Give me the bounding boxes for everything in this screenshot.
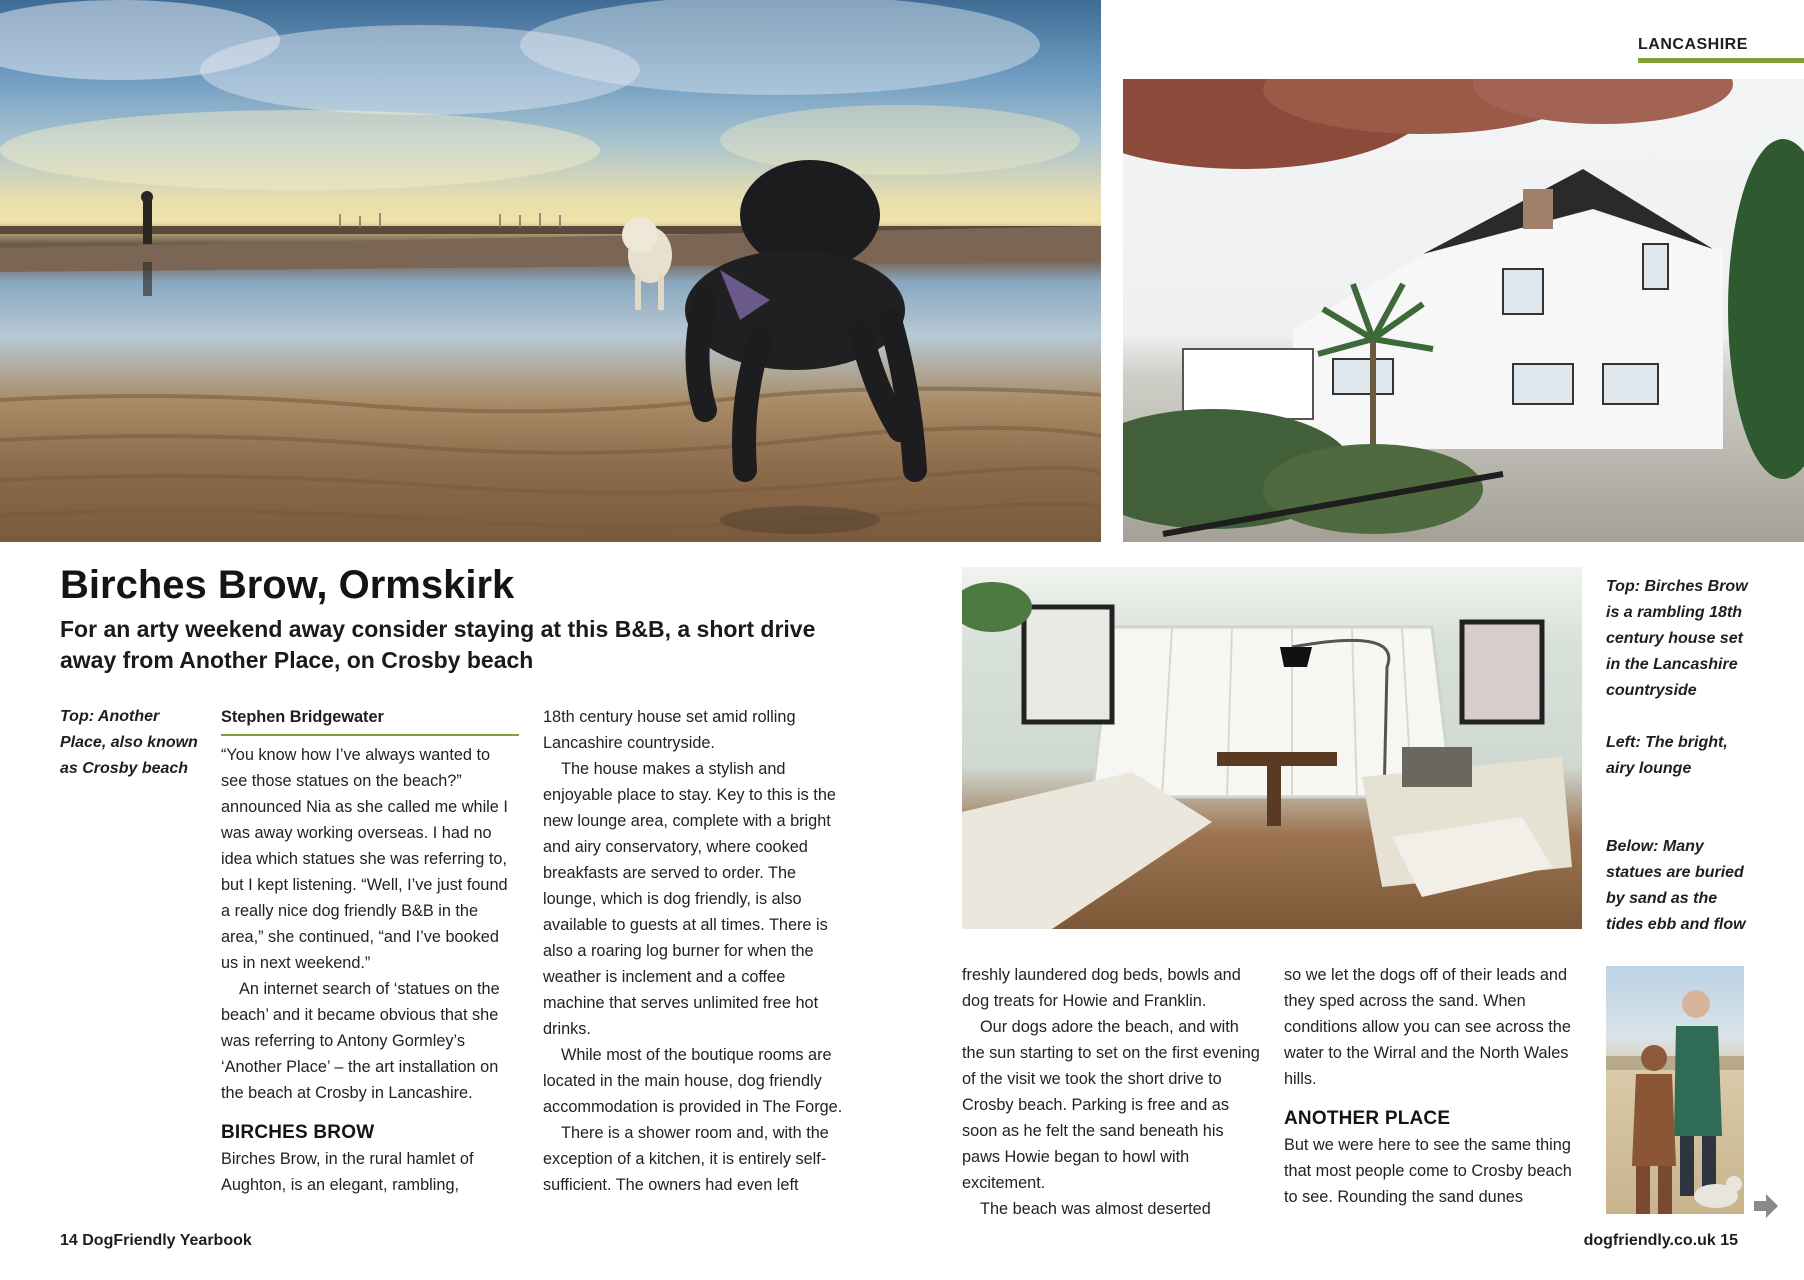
col2-paragraph-4: There is a shower room and, with the exception of a kitchen, it is entirely self-sufficient. The owners had even left <box>543 1124 829 1194</box>
section-label: LANCASHIRE <box>1638 36 1748 53</box>
beach-dogs-illustration <box>0 0 1101 542</box>
caption-left: Top: Another Place, also known as Crosby beach <box>60 708 198 777</box>
col2-paragraph-2: The house makes a stylish and enjoyable place to stay. Key to this is the new lounge area, complete with a bright and airy conservatory, where cooked breakfasts are served to order. The lounge, which is dog friendly, is also available to guests at all times. There is also a roaring log burner for when the weather is inclement and a coffee machine that serves unlimited free hot drinks. <box>543 760 836 1038</box>
lounge-illustration <box>962 567 1582 929</box>
left-folio: 14 DogFriendly Yearbook <box>60 1232 252 1249</box>
lounge-photo <box>962 567 1582 929</box>
right-folio: dogfriendly.co.uk 15 <box>1583 1232 1738 1249</box>
section-rule <box>1638 58 1804 63</box>
col1-paragraph-2: An internet search of ‘statues on the beach’ and it became obvious that she was referring to Antony Gormley’s ‘Another Place’ – the art installation on the beach at Crosby in Lancashire. <box>221 980 500 1102</box>
page-title: Birches Brow, Ormskirk <box>60 563 515 607</box>
house-illustration <box>1123 79 1804 542</box>
standfirst: For an arty weekend away consider staying at this B&B, a short drive away from Another Place, on Crosby beach <box>60 616 816 673</box>
column-2 <box>543 704 843 1198</box>
statue-illustration <box>1606 966 1744 1214</box>
col4-paragraph-1: so we let the dogs off of their leads and they sped across the sand. When conditions allow you can see across the water to the Wirral and the North Wales hills. <box>1284 966 1571 1088</box>
subheading-another-place: ANOTHER PLACE <box>1284 1108 1451 1129</box>
col2-paragraph-3: While most of the boutique rooms are located in the main house, dog friendly accommodation is provided in The Forge. <box>543 1046 843 1116</box>
birches-brow-house-photo <box>1123 79 1804 542</box>
col3-paragraph-1: freshly laundered dog beds, bowls and dog treats for Howie and Franklin. <box>962 966 1241 1010</box>
column-4 <box>1284 962 1586 1210</box>
beach-dogs-photo <box>0 0 1101 542</box>
byline-rule <box>221 734 519 736</box>
arrow-right-icon[interactable] <box>1752 1192 1780 1220</box>
column-1 <box>221 704 519 1198</box>
byline: Stephen Bridgewater <box>221 708 384 726</box>
col1-paragraph-3: Birches Brow, in the rural hamlet of Aughton, is an elegant, rambling, <box>221 1150 474 1194</box>
caption-right-below: Below: Many statues are buried by sand as the tides ebb and flow <box>1606 838 1746 933</box>
statue-and-owner-photo <box>1606 966 1744 1214</box>
col4-paragraph-2: But we were here to see the same thing that most people come to Crosby beach to see. Rounding the sand dunes <box>1284 1136 1572 1206</box>
col3-paragraph-2: Our dogs adore the beach, and with the sun starting to set on the first evening of the visit we took the short drive to Crosby beach. Parking is free and as soon as he felt the sand beneath his paws Howie began to howl with excitement. <box>962 1018 1260 1192</box>
column-3 <box>962 962 1264 1222</box>
caption-right-left: Left: The bright, airy lounge <box>1606 734 1728 777</box>
caption-right-top: Top: Birches Brow is a rambling 18th century house set in the Lancashire countryside <box>1606 578 1748 699</box>
subheading-birches-brow: BIRCHES BROW <box>221 1122 375 1143</box>
col1-paragraph-1: “You know how I’ve always wanted to see those statues on the beach?” announced Nia as she called me while I was away working overseas. I had no idea which statues she was referring to, but I kept listening. “Well, I’ve just found a really nice dog friendly B&B in the area,” she continued, “and I’ve booked us in next weekend.” <box>221 746 508 972</box>
col3-paragraph-3: The beach was almost deserted <box>980 1200 1211 1218</box>
col2-paragraph-1: 18th century house set amid rolling Lancashire countryside. <box>543 708 796 752</box>
